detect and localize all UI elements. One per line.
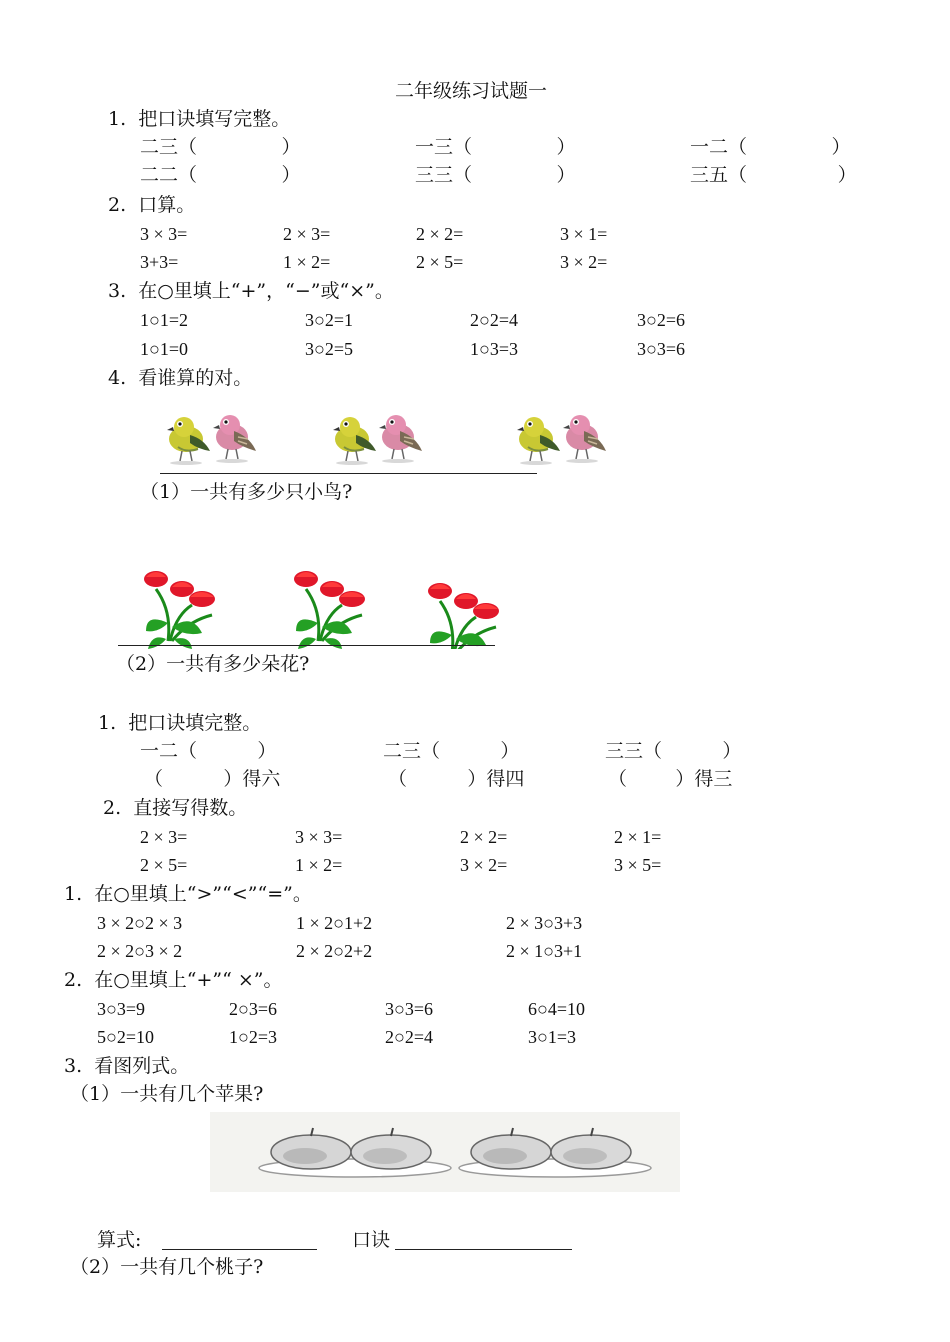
birds-illustration — [160, 405, 610, 470]
p3-q2-heading: 2. 在○里填上“+”“ ×”。 — [64, 969, 283, 991]
operator-item[interactable]: 1○1=2 — [140, 310, 189, 330]
calc-item[interactable]: 3 × 3= — [295, 827, 343, 847]
calc-item[interactable]: 3 × 2= — [460, 855, 508, 875]
calc-item[interactable]: 2 × 3= — [140, 827, 188, 847]
operator-item[interactable]: 3○3=6 — [637, 339, 686, 359]
calc-item[interactable]: 2 × 2= — [416, 224, 464, 244]
apples-illustration — [210, 1112, 680, 1192]
q3-heading: 3. 在○里填上“+”，“−”或“×”。 — [108, 280, 394, 302]
flowers-illustration — [140, 557, 500, 649]
compare-item[interactable]: 3 × 2○2 × 3 — [97, 913, 183, 933]
operator-item[interactable]: 3○2=5 — [305, 339, 354, 359]
fill-item[interactable]: 二三（ ） — [383, 740, 520, 762]
calc-item[interactable]: 3 × 1= — [560, 224, 608, 244]
fill-item[interactable]: 二三（ ） — [140, 136, 301, 158]
fill-item[interactable]: 三三（ ） — [415, 164, 576, 186]
q1-heading: 1. 把口诀填写完整。 — [108, 108, 291, 130]
p2-q1-heading: 1. 把口诀填完整。 — [98, 712, 262, 734]
operator-item[interactable]: 1○1=0 — [140, 339, 189, 359]
flowers-question: （2）一共有多少朵花? — [116, 653, 310, 675]
fill-item[interactable]: （ ）得六 — [144, 768, 281, 790]
compare-item[interactable]: 2 × 2○3 × 2 — [97, 941, 183, 961]
apples-question: （1）一共有几个苹果? — [70, 1083, 264, 1105]
formula-answer-line[interactable] — [162, 1249, 317, 1250]
operator-item[interactable]: 6○4=10 — [528, 999, 586, 1019]
compare-item[interactable]: 2 × 3○3+3 — [506, 913, 583, 933]
operator-item[interactable]: 1○2=3 — [229, 1027, 278, 1047]
formula-label: 算式: — [97, 1229, 142, 1251]
operator-item[interactable]: 3○2=1 — [305, 310, 354, 330]
compare-item[interactable]: 2 × 1○3+1 — [506, 941, 583, 961]
compare-item[interactable]: 2 × 2○2+2 — [296, 941, 373, 961]
calc-item[interactable]: 1 × 2= — [295, 855, 343, 875]
operator-item[interactable]: 2○3=6 — [229, 999, 278, 1019]
koujue-answer-line[interactable] — [395, 1249, 572, 1250]
operator-item[interactable]: 5○2=10 — [97, 1027, 155, 1047]
birds-question: （1）一共有多少只小鸟? — [140, 481, 353, 503]
fill-item[interactable]: 一二（ ） — [140, 740, 277, 762]
peaches-question: （2）一共有几个桃子? — [70, 1256, 264, 1278]
operator-item[interactable]: 2○2=4 — [470, 310, 519, 330]
calc-item[interactable]: 3+3= — [140, 252, 179, 272]
compare-item[interactable]: 1 × 2○1+2 — [296, 913, 373, 933]
calc-item[interactable]: 2 × 2= — [460, 827, 508, 847]
calc-item[interactable]: 3 × 5= — [614, 855, 662, 875]
calc-item[interactable]: 2 × 1= — [614, 827, 662, 847]
fill-item[interactable]: 三三（ ） — [605, 740, 742, 762]
calc-item[interactable]: 3 × 2= — [560, 252, 608, 272]
answer-line — [160, 473, 537, 474]
p3-q3-heading: 3. 看图列式。 — [64, 1055, 190, 1077]
calc-item[interactable]: 2 × 5= — [416, 252, 464, 272]
operator-item[interactable]: 2○2=4 — [385, 1027, 434, 1047]
fill-item[interactable]: （ ）得四 — [388, 768, 525, 790]
calc-item[interactable]: 2 × 5= — [140, 855, 188, 875]
koujue-label: 口诀 — [352, 1229, 391, 1251]
operator-item[interactable]: 3○2=6 — [637, 310, 686, 330]
fill-item[interactable]: 三五（ ） — [690, 164, 857, 186]
operator-item[interactable]: 3○1=3 — [528, 1027, 577, 1047]
fill-item[interactable]: 一三（ ） — [415, 136, 576, 158]
q4-heading: 4. 看谁算的对。 — [108, 367, 253, 389]
operator-item[interactable]: 3○3=9 — [97, 999, 146, 1019]
p2-q2-heading: 2. 直接写得数。 — [103, 797, 248, 819]
calc-item[interactable]: 3 × 3= — [140, 224, 188, 244]
p3-q1-heading: 1. 在○里填上“>”“<”“=”。 — [64, 883, 312, 905]
q2-heading: 2. 口算。 — [108, 194, 196, 216]
fill-item[interactable]: （ ）得三 — [608, 768, 733, 790]
fill-item[interactable]: 一二（ ） — [690, 136, 851, 158]
calc-item[interactable]: 1 × 2= — [283, 252, 331, 272]
answer-line — [118, 645, 495, 646]
operator-item[interactable]: 1○3=3 — [470, 339, 519, 359]
calc-item[interactable]: 2 × 3= — [283, 224, 331, 244]
page-title: 二年级练习试题一 — [395, 80, 548, 102]
fill-item[interactable]: 二二（ ） — [140, 164, 301, 186]
operator-item[interactable]: 3○3=6 — [385, 999, 434, 1019]
